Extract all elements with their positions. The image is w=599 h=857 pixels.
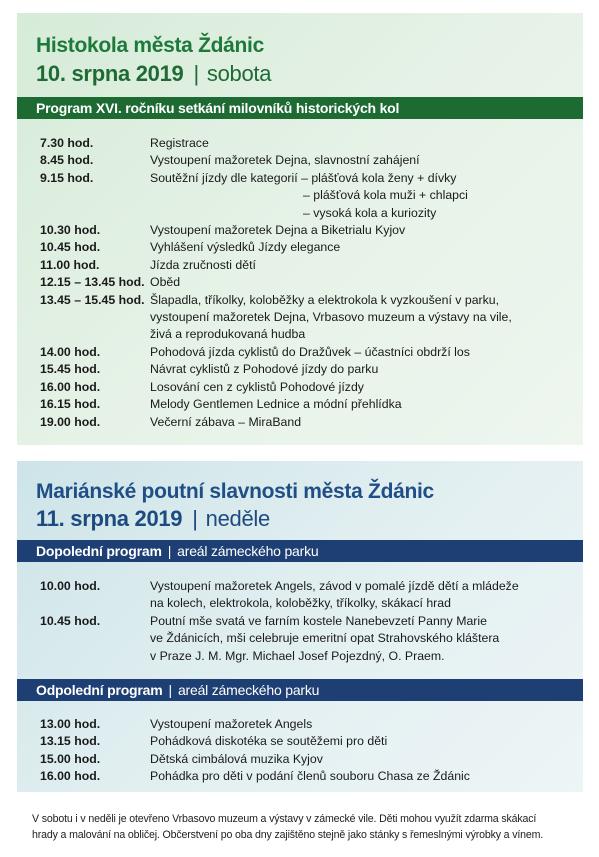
schedule-row [17, 344, 583, 361]
schedule-description [131, 170, 583, 222]
description-line: Melody Gentlemen Lednice a módní přehlídka [150, 397, 402, 412]
schedule-time: 10.45 hod. [40, 240, 101, 255]
morning-program-location: areál zámeckého parku [177, 543, 319, 559]
event-date [36, 506, 270, 532]
schedule-row [17, 733, 583, 750]
morning-program-label: Dopolední program [36, 543, 162, 559]
afternoon-schedule [17, 716, 583, 786]
footer-note [32, 811, 577, 843]
schedule-description [131, 257, 583, 274]
schedule-description [131, 274, 583, 291]
schedule-row [17, 361, 583, 378]
description-line: v Praze J. M. Mgr. Michael Josef Pojezdný, O. Praem. [150, 648, 445, 663]
description-line: Šlapadla, tříkolky, koloběžky a elektrokola k vyzkoušení v parku, [150, 292, 500, 307]
schedule-description [131, 733, 583, 750]
schedule-time: 9.15 hod. [40, 170, 94, 185]
schedule-time: 15.00 hod. [40, 751, 101, 766]
day-text: sobota [206, 61, 272, 86]
schedule-time: 10.45 hod. [40, 613, 101, 628]
schedule-row [17, 751, 583, 768]
afternoon-program-label: Odpolední program [36, 682, 163, 698]
schedule-row [17, 135, 583, 152]
category-line: – plášťová kola muži + chlapci [303, 188, 468, 203]
schedule-description [131, 152, 583, 169]
description-line: Vystoupení mažoretek Dejna a Biketrialu Kyjov [150, 223, 406, 238]
schedule-description [131, 344, 583, 361]
description-line: Vyhlášení výsledků Jízdy elegance [150, 240, 341, 255]
schedule-description [131, 768, 583, 785]
schedule-time: 8.45 hod. [40, 153, 94, 168]
afternoon-program-bar [17, 679, 583, 701]
event-title: Mariánské poutní slavnosti města Ždánic [36, 480, 434, 503]
schedule-row [17, 716, 583, 733]
event-title: Histokola města Ždánic [36, 34, 264, 57]
program-bar: Program XVI. ročníku setkání milovníků historických kol [17, 97, 583, 119]
description-line: Vystoupení mažoretek Angels, závod v pomalé jízdě dětí a mládeže [150, 579, 519, 593]
description-line: Registrace [150, 136, 209, 150]
schedule-row [17, 170, 583, 222]
schedule-time: 7.30 hod. [40, 136, 94, 150]
schedule-time: 13.45 – 15.45 hod. [40, 292, 145, 307]
morning-schedule [17, 578, 583, 665]
schedule-time: 12.15 – 13.45 hod. [40, 275, 145, 290]
description-line: ve Ždánicích, mši celebruje emeritní opat Strahovského kláštera [150, 631, 500, 646]
date-text: 10. srpna 2019 [36, 61, 184, 86]
schedule-time: 16.00 hod. [40, 379, 101, 394]
footer-line: hrady a malování na obličej. Občerstvení po oba dny zajištěno stejně jako stánky s řemeslnými výrobky a vínem. [32, 829, 544, 841]
schedule-time: 10.30 hod. [40, 223, 101, 238]
description-line: Vystoupení mažoretek Dejna, slavnostní zahájení [150, 153, 420, 168]
schedule-row [17, 613, 583, 665]
description-line: Oběd [150, 275, 181, 290]
schedule-time: 10.00 hod. [40, 579, 101, 593]
sunday-panel [17, 461, 583, 792]
schedule-row [17, 152, 583, 169]
schedule-row [17, 414, 583, 431]
schedule-row [17, 239, 583, 256]
schedule-description [131, 379, 583, 396]
schedule-row [17, 222, 583, 239]
description-line: Pohádková diskotéka se soutěžemi pro děti [150, 734, 388, 749]
schedule-description [131, 135, 583, 152]
description-line: Jízda zručnosti dětí [150, 257, 256, 272]
description-line: Návrat cyklistů z Pohodové jízdy do parku [150, 362, 379, 377]
divider: | [167, 543, 172, 559]
schedule-description [131, 239, 583, 256]
divider: | [168, 682, 172, 698]
schedule-description [131, 222, 583, 239]
schedule-row [17, 379, 583, 396]
schedule-row [17, 274, 583, 291]
description-line: Losování cen z cyklistů Pohodové jízdy [150, 379, 364, 394]
schedule-description [131, 578, 583, 613]
day-text: neděle [205, 506, 270, 531]
schedule-time: 11.00 hod. [40, 257, 100, 272]
description-line: Vystoupení mažoretek Angels [150, 717, 313, 731]
schedule-description [131, 414, 583, 431]
morning-program-bar [17, 540, 583, 562]
description-line: Poutní mše svatá ve farním kostele Nanebevzetí Panny Marie [150, 613, 487, 628]
saturday-panel [17, 13, 583, 445]
saturday-schedule [17, 135, 583, 431]
schedule-row [17, 257, 583, 274]
schedule-description [131, 361, 583, 378]
schedule-time: 19.00 hod. [40, 414, 101, 429]
schedule-row [17, 768, 583, 785]
schedule-description [131, 613, 583, 665]
schedule-time: 13.15 hod. [40, 734, 101, 749]
footer-line: V sobotu i v neděli je otevřeno Vrbasovo muzeum a výstavy v zámecké vile. Děti mohou využít zdarma skákací [32, 813, 537, 825]
divider: | [193, 61, 199, 86]
schedule-row [17, 396, 583, 413]
schedule-description [131, 716, 583, 733]
schedule-time: 15.45 hod. [40, 362, 101, 377]
description-line: vystoupení mažoretek Dejna, Vrbasovo muzeum a výstavy na vile, [150, 310, 512, 325]
schedule-time: 14.00 hod. [40, 344, 101, 359]
description-line: Pohodová jízda cyklistů do Dražůvek – účastníci obdrží los [150, 344, 470, 359]
schedule-description [131, 396, 583, 413]
schedule-description [131, 751, 583, 768]
schedule-row [17, 578, 583, 613]
description-line: živá a reprodukovaná hudba [150, 327, 306, 342]
category-line: – vysoká kola a kuriozity [303, 205, 437, 220]
divider: | [192, 506, 198, 531]
description-line: Dětská cimbálová muzika Kyjov [150, 751, 323, 766]
schedule-time: 16.15 hod. [40, 397, 101, 412]
description-line: Večerní zábava – MiraBand [150, 414, 302, 429]
schedule-row [17, 292, 583, 344]
description-line: na kolech, elektrokola, koloběžky, tříkolky, skákací hrad [150, 596, 451, 611]
description-line: Pohádka pro děti v podání členů souboru Chasa ze Ždánic [150, 769, 470, 784]
event-date [36, 61, 271, 87]
schedule-time: 13.00 hod. [40, 717, 101, 731]
schedule-description [131, 292, 583, 344]
schedule-time: 16.00 hod. [40, 769, 101, 784]
afternoon-program-location: areál zámeckého parku [177, 682, 320, 698]
date-text: 11. srpna 2019 [36, 506, 183, 531]
description-line: Soutěžní jízdy dle kategorií – plášťová kola ženy + dívky [150, 170, 457, 185]
